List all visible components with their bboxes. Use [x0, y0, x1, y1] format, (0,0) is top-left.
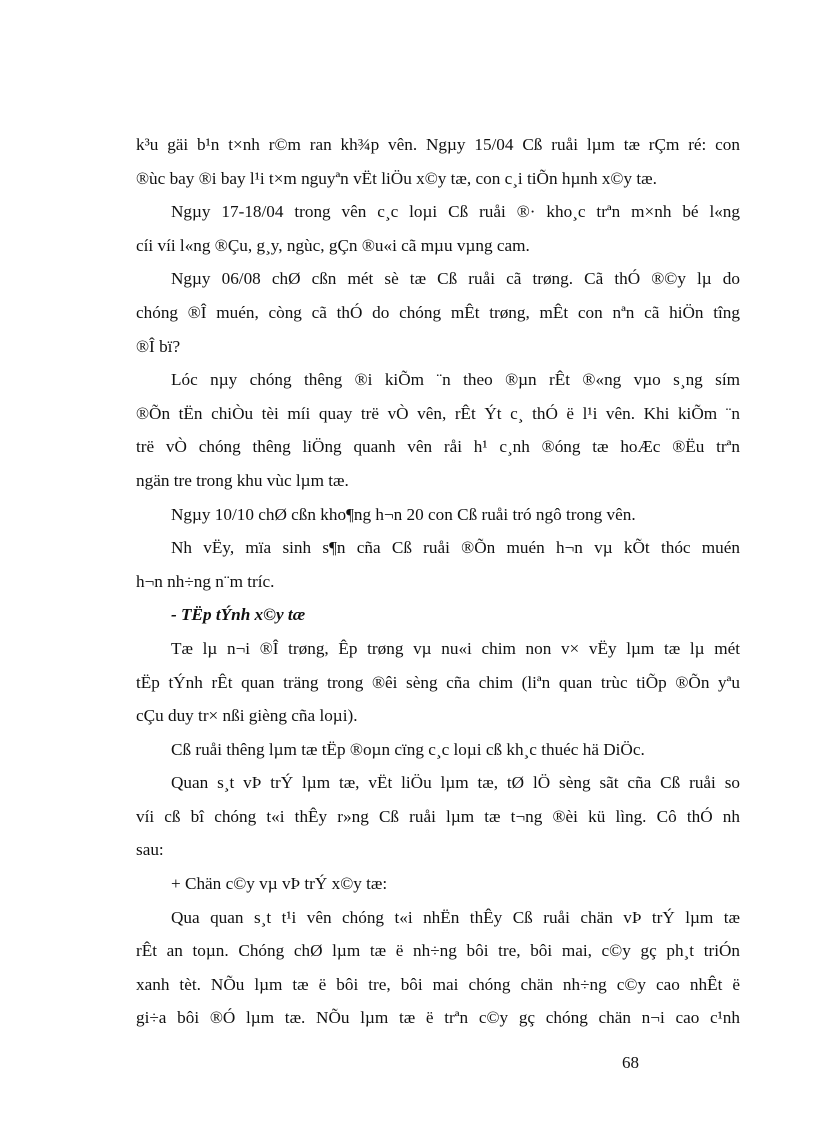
text-line: k³u gäi b¹n t×nh r©m ran kh¾p vên. Ngµy 15/04 Cß ruåi lµm tæ rÇm ré: con: [136, 135, 740, 154]
text-line: víi cß bî chóng t«i thÊy r»ng Cß ruåi lµm tæ t¬ng ®èi kü lìng. Cô thÓ nh: [136, 806, 740, 826]
text-line: Ngµy 06/08 chØ cßn mét sè tæ Cß ruåi cã trøng. Cã thÓ ®©y lµ do: [171, 269, 740, 289]
text-line: xanh tèt. NÕu lµm tæ ë bôi tre, bôi mai chóng chän nh÷ng c©y cao nhÊt ë: [136, 974, 740, 994]
section-heading: - TËp tÝnh x©y tæ: [171, 605, 306, 625]
text-line: Ngµy 17-18/04 trong vên c¸c loµi Cß ruåi ®· kho¸c trªn m×nh bé l«ng: [171, 202, 740, 222]
text-line: Ngµy 10/10 chØ cßn kho¶ng h¬n 20 con Cß ruåi tró ngô trong vên.: [171, 504, 636, 524]
document-body: [136, 128, 740, 1035]
text-line: Quan s¸t vÞ trÝ lµm tæ, vËt liÖu lµm tæ, tØ lÖ sèng sãt cña Cß ruåi so: [171, 773, 740, 793]
text-line: Tæ lµ n¬i ®Î trøng, Êp trøng vµ nu«i chim non v× vËy lµm tæ lµ mét: [171, 638, 740, 658]
text-line: h¬n nh÷ng n¨m tríc.: [136, 571, 275, 591]
text-line: ®Î bï?: [136, 336, 181, 356]
text-line: Cß ruåi thêng lµm tæ tËp ®oµn cïng c¸c loµi cß kh¸c thuéc hä DiÖc.: [171, 739, 645, 759]
text-line: ®ùc bay ®i bay l¹i t×m nguyªn vËt liÖu x©y tæ, con c¸i tiÕn hµnh x©y tæ.: [136, 168, 657, 188]
text-line: Qua quan s¸t t¹i vên chóng t«i nhËn thÊy Cß ruåi chän vÞ trÝ lµm tæ: [171, 907, 740, 927]
text-line: ®Õn tËn chiÒu tèi míi quay trë vÒ vên, rÊt Ýt c¸ thÓ ë l¹i vên. Khi kiÕm ¨n: [136, 403, 740, 423]
text-line: tËp tÝnh rÊt quan träng trong ®êi sèng cña chim (liªn quan trùc tiÕp ®Õn yªu: [136, 672, 740, 692]
text-line: cÇu duy tr× nßi gièng cña loµi).: [136, 706, 358, 726]
page-number: 68: [622, 1053, 639, 1072]
text-line: Lóc nµy chóng thêng ®i kiÕm ¨n theo ®µn rÊt ®«ng vµo s¸ng sím: [171, 370, 740, 390]
text-line: + Chän c©y vµ vÞ trÝ x©y tæ:: [171, 874, 388, 894]
text-line: cíi víi l«ng ®Çu, g¸y, ngùc, gÇn ®u«i cã mµu vµng cam.: [136, 235, 530, 255]
text-line: trë vÒ chóng thêng liÖng quanh vên råi h¹ c¸nh ®óng tæ hoÆc ®Ëu trªn: [136, 437, 740, 457]
text-line: ngän tre trong khu vùc lµm tæ.: [136, 470, 349, 490]
text-line: Nh vËy, mïa sinh s¶n cña Cß ruåi ®Õn muén h¬n vµ kÕt thóc muén: [171, 538, 740, 558]
text-line: gi÷a bôi ®Ó lµm tæ. NÕu lµm tæ ë trªn c©y gç chóng chän n¬i cao c¹nh: [136, 1008, 740, 1028]
text-line: rÊt an toµn. Chóng chØ lµm tæ ë nh÷ng bôi tre, bôi mai, c©y gç ph¸t triÓn: [136, 941, 740, 961]
text-line: sau:: [136, 840, 164, 860]
text-line: chóng ®Î muén, còng cã thÓ do chóng mÊt trøng, mÊt con nªn cã hiÖn tîng: [136, 302, 740, 322]
